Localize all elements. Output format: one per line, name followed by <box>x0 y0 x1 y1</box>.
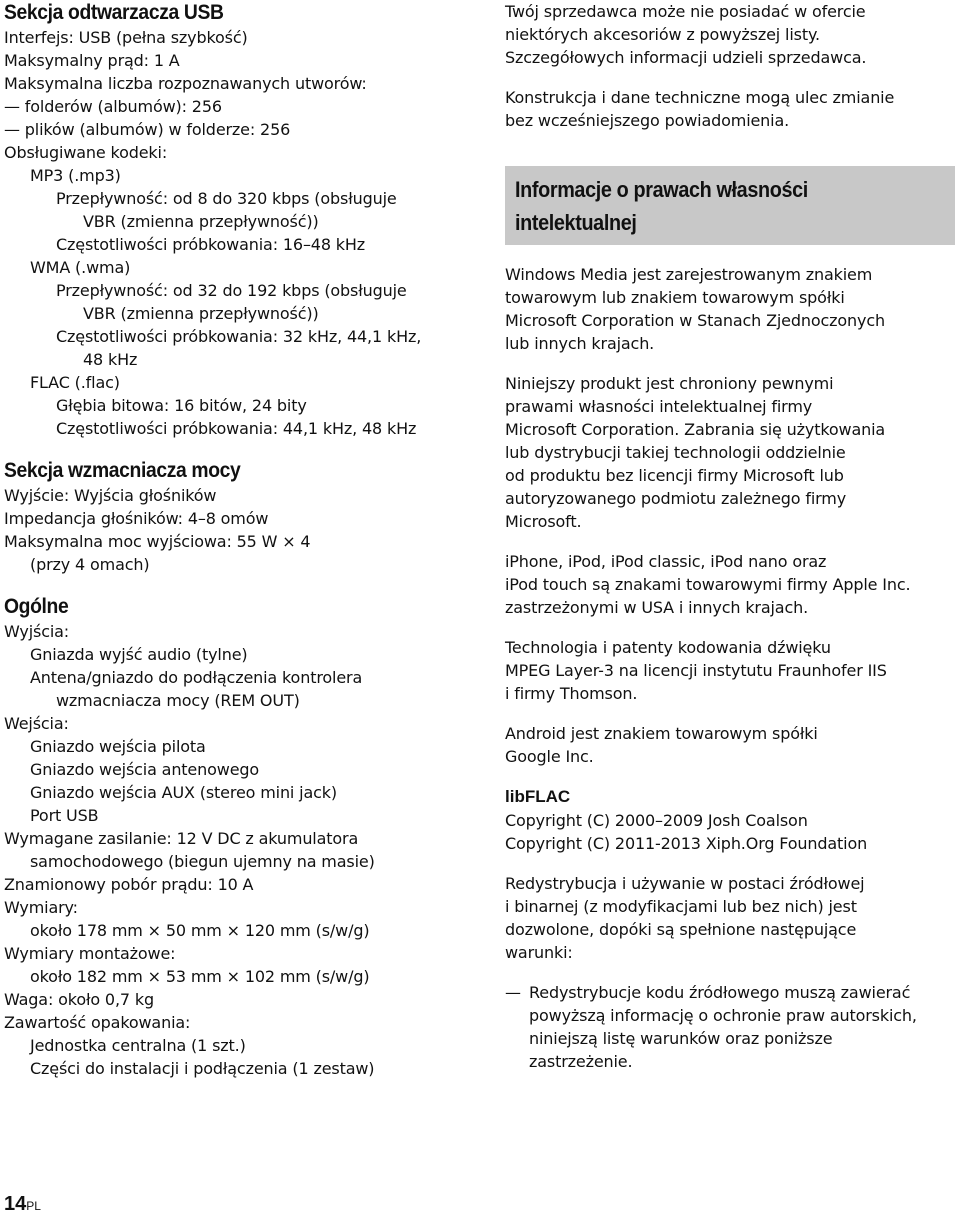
spec-line: samochodowego (biegun ujemny na masie) <box>30 852 375 871</box>
text-line: Szczegółowych informacji udzieli sprzedawca. <box>505 48 867 67</box>
text-line: niektórych akcesoriów z powyższej listy. <box>505 25 820 44</box>
libflac-copyright <box>505 809 955 855</box>
spec-line: Wejścia: <box>4 714 69 733</box>
amp-section-title: Sekcja wzmacniacza mocy <box>4 459 241 482</box>
right-column <box>505 0 955 1073</box>
android-trademark-paragraph <box>505 722 955 768</box>
spec-line: Jednostka centralna (1 szt.) <box>30 1036 246 1055</box>
spec-line: Głębia bitowa: 16 bitów, 24 bity <box>56 396 307 415</box>
spec-line: Wyjście: Wyjścia głośników <box>4 486 217 505</box>
ip-section-heading <box>505 166 955 245</box>
text-line: Copyright (C) 2011-2013 Xiph.Org Foundation <box>505 834 868 853</box>
spec-line: Przepływność: od 32 do 192 kbps (obsługuje <box>56 281 407 300</box>
text-line: MPEG Layer-3 na licencji instytutu Fraunhofer IIS <box>505 661 887 680</box>
spec-line: — folderów (albumów): 256 <box>4 97 222 116</box>
spec-line: Gniazdo wejścia antenowego <box>30 760 260 779</box>
spec-line: wzmacniacza mocy (REM OUT) <box>56 691 300 710</box>
microsoft-ip-paragraph <box>505 372 955 533</box>
ip-title-line: Informacje o prawach własności <box>515 177 808 202</box>
spec-line: Częstotliwości próbkowania: 16–48 kHz <box>56 235 366 254</box>
spec-line: około 182 mm × 53 mm × 102 mm (s/w/g) <box>30 967 370 986</box>
text-line: lub dystrybucji takiej technologii oddzielnie <box>505 443 846 462</box>
spec-line: Maksymalna moc wyjściowa: 55 W × 4 <box>4 532 311 551</box>
spec-line: Częstotliwości próbkowania: 44,1 kHz, 48 kHz <box>56 419 417 438</box>
spec-line: Wyjścia: <box>4 622 70 641</box>
text-line: iPod touch są znakami towarowymi firmy Apple Inc. <box>505 575 911 594</box>
text-line: Redystrybucja i używanie w postaci źródłowej <box>505 874 865 893</box>
windows-media-paragraph <box>505 263 955 355</box>
text-line: Copyright (C) 2000–2009 Josh Coalson <box>505 811 808 830</box>
text-line: Microsoft Corporation. Zabrania się użytkowania <box>505 420 886 439</box>
amp-spec-list <box>4 484 474 576</box>
general-section-title: Ogólne <box>4 595 69 618</box>
text-line: niniejszą listę warunków oraz poniższe <box>529 1029 833 1048</box>
text-line: powyższą informację o ochronie praw autorskich, <box>529 1006 917 1025</box>
design-change-note <box>505 86 955 132</box>
spec-line: MP3 (.mp3) <box>30 166 121 185</box>
spec-line: Części do instalacji i podłączenia (1 zestaw) <box>30 1059 375 1078</box>
spec-line: Wymagane zasilanie: 12 V DC z akumulatora <box>4 829 359 848</box>
ip-title-line: intelektualnej <box>515 210 637 235</box>
text-line: zastrzeżenie. <box>529 1052 633 1071</box>
mp3-license-paragraph <box>505 636 955 705</box>
spec-line: VBR (zmienna przepływność)) <box>83 304 319 323</box>
spec-line: około 178 mm × 50 mm × 120 mm (s/w/g) <box>30 921 370 940</box>
text-line: Redystrybucje kodu źródłowego muszą zawierać <box>529 983 911 1002</box>
spec-line: VBR (zmienna przepływność)) <box>83 212 319 231</box>
text-line: i binarnej (z modyfikacjami lub bez nich) jest <box>505 897 857 916</box>
spec-line: Gniazdo wejścia pilota <box>30 737 206 756</box>
dealer-note <box>505 0 955 69</box>
text-line: autoryzowanego podmiotu zależnego firmy <box>505 489 847 508</box>
text-line: Google Inc. <box>505 747 594 766</box>
page-number <box>4 1193 41 1216</box>
left-column <box>4 0 474 1080</box>
spec-line: Obsługiwane kodeki: <box>4 143 168 162</box>
text-line: Niniejszy produkt jest chroniony pewnymi <box>505 374 834 393</box>
spec-line: Znamionowy pobór prądu: 10 A <box>4 875 254 894</box>
spec-line: (przy 4 omach) <box>30 555 150 574</box>
spec-line: — plików (albumów) w folderze: 256 <box>4 120 291 139</box>
general-spec-list <box>4 620 474 1080</box>
condition-list-item <box>505 981 955 1073</box>
spec-line: Gniazda wyjść audio (tylne) <box>30 645 248 664</box>
page-language-code: PL <box>26 1199 41 1213</box>
libflac-heading: libFLAC <box>505 787 571 806</box>
dash-bullet: — <box>505 983 521 1002</box>
text-line: lub innych krajach. <box>505 334 655 353</box>
text-line: Android jest znakiem towarowym spółki <box>505 724 818 743</box>
spec-line: WMA (.wma) <box>30 258 131 277</box>
text-line: dozwolone, dopóki są spełnione następujące <box>505 920 857 939</box>
spec-line: Maksymalna liczba rozpoznawanych utworów: <box>4 74 367 93</box>
spec-line: Impedancja głośników: 4–8 omów <box>4 509 269 528</box>
spec-line: FLAC (.flac) <box>30 373 120 392</box>
text-line: warunki: <box>505 943 573 962</box>
spec-line: Gniazdo wejścia AUX (stereo mini jack) <box>30 783 337 802</box>
spec-line: Wymiary: <box>4 898 78 917</box>
spec-line: Częstotliwości próbkowania: 32 kHz, 44,1 kHz, <box>56 327 422 346</box>
text-line: Microsoft. <box>505 512 582 531</box>
spec-line: Maksymalny prąd: 1 A <box>4 51 180 70</box>
text-line: iPhone, iPod, iPod classic, iPod nano oraz <box>505 552 827 571</box>
text-line: Windows Media jest zarejestrowanym znakiem <box>505 265 873 284</box>
text-line: prawami własności intelektualnej firmy <box>505 397 813 416</box>
text-line: Technologia i patenty kodowania dźwięku <box>505 638 831 657</box>
spec-line: Antena/gniazdo do podłączenia kontrolera <box>30 668 363 687</box>
spec-line: Interfejs: USB (pełna szybkość) <box>4 28 248 47</box>
spec-line: Przepływność: od 8 do 320 kbps (obsługuje <box>56 189 397 208</box>
redistribution-paragraph <box>505 872 955 964</box>
spec-line: 48 kHz <box>83 350 138 369</box>
page-number-value: 14 <box>4 1193 27 1215</box>
text-line: bez wcześniejszego powiadomienia. <box>505 111 790 130</box>
apple-trademark-paragraph <box>505 550 955 619</box>
text-line: od produktu bez licencji firmy Microsoft lub <box>505 466 844 485</box>
text-line: Konstrukcja i dane techniczne mogą ulec zmianie <box>505 88 895 107</box>
text-line: towarowym lub znakiem towarowym spółki <box>505 288 845 307</box>
text-line: zastrzeżonymi w USA i innych krajach. <box>505 598 809 617</box>
usb-spec-list <box>4 26 474 440</box>
spec-line: Port USB <box>30 806 99 825</box>
usb-section-title: Sekcja odtwarzacza USB <box>4 1 224 24</box>
text-line: Microsoft Corporation w Stanach Zjednoczonych <box>505 311 885 330</box>
spec-line: Waga: około 0,7 kg <box>4 990 154 1009</box>
text-line: i firmy Thomson. <box>505 684 638 703</box>
spec-line: Wymiary montażowe: <box>4 944 176 963</box>
spec-line: Zawartość opakowania: <box>4 1013 191 1032</box>
text-line: Twój sprzedawca może nie posiadać w ofercie <box>505 2 866 21</box>
